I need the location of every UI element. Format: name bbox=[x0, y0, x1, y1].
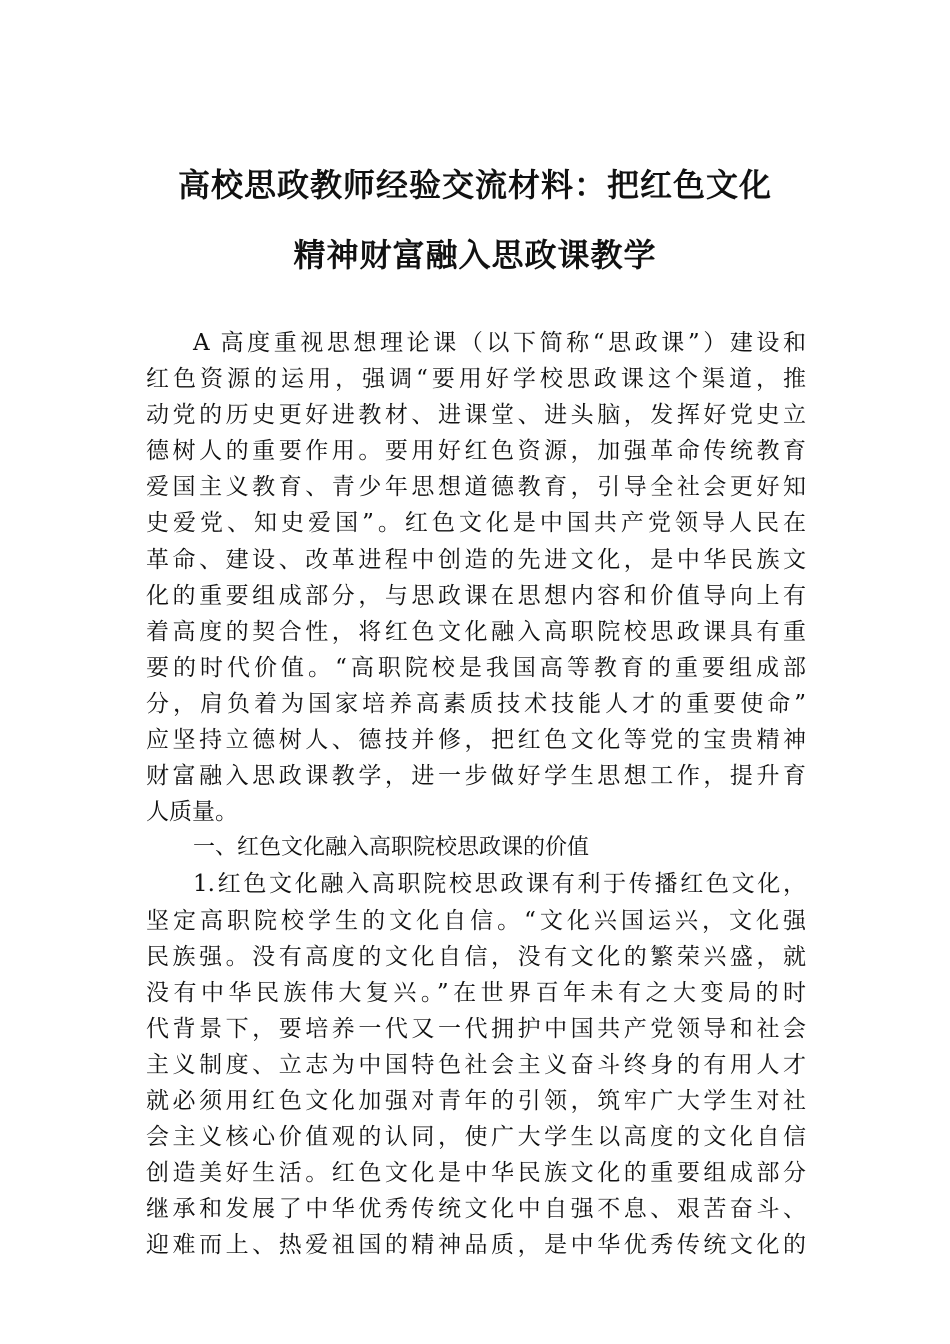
paragraph-line: 会主义核心价值观的认同，使广大学生以高度的文化自信 bbox=[146, 1124, 806, 1151]
paragraph-line: 创造美好生活。红色文化是中华民族文化的重要组成部分 bbox=[146, 1160, 806, 1187]
document-title-line-1: 高校思政教师经验交流材料：把红色文化 bbox=[177, 166, 772, 204]
paragraph-line: 德树人的重要作用。要用好红色资源，加强革命传统教育 bbox=[146, 438, 806, 465]
paragraph-line: 着高度的契合性，将红色文化融入高职院校思政课具有重 bbox=[146, 618, 806, 645]
document-title-line-2: 精神财富融入思政课教学 bbox=[293, 236, 657, 274]
paragraph-line: 动党的历史更好进教材、进课堂、进头脑，发挥好党史立 bbox=[146, 402, 806, 429]
paragraph-line: 要的时代价值。“高职院校是我国高等教育的重要组成部 bbox=[146, 654, 806, 681]
paragraph-line: 就必须用红色文化加强对青年的引领，筑牢广大学生对社 bbox=[146, 1087, 806, 1114]
paragraph-line: 爱国主义教育、青少年思想道德教育，引导全社会更好知 bbox=[146, 474, 806, 501]
section-heading: 一、红色文化融入高职院校思政课的价值 bbox=[193, 835, 590, 861]
paragraph-line: 代背景下，要培养一代又一代拥护中国共产党领导和社会 bbox=[146, 1015, 806, 1042]
paragraph-line: 主义制度、立志为中国特色社会主义奋斗终身的有用人才 bbox=[146, 1051, 806, 1078]
paragraph-line: 化的重要组成部分，与思政课在思想内容和价值导向上有 bbox=[146, 582, 806, 609]
paragraph-line: 红色资源的运用，强调“要用好学校思政课这个渠道，推 bbox=[146, 366, 806, 393]
paragraph-line: 没有中华民族伟大复兴。”在世界百年未有之大变局的时 bbox=[146, 979, 806, 1006]
paragraph-line: 革命、建设、改革进程中创造的先进文化，是中华民族文 bbox=[146, 546, 806, 573]
paragraph-line: 民族强。没有高度的文化自信，没有文化的繁荣兴盛，就 bbox=[146, 943, 806, 970]
paragraph-1 bbox=[146, 325, 806, 830]
paragraph-2 bbox=[146, 866, 806, 1263]
paragraph-line: 继承和发展了中华优秀传统文化中自强不息、艰苦奋斗、 bbox=[146, 1196, 806, 1223]
document-body bbox=[146, 325, 806, 1263]
paragraph-line: 迎难而上、热爱祖国的精神品质，是中华优秀传统文化的 bbox=[146, 1232, 806, 1259]
paragraph-line: 1.红色文化融入高职院校思政课有利于传播红色文化， bbox=[193, 871, 806, 898]
paragraph-line: 应坚持立德树人、德技并修，把红色文化等党的宝贵精神 bbox=[146, 727, 806, 754]
paragraph-line: 分，肩负着为国家培养高素质技术技能人才的重要使命” bbox=[146, 690, 806, 717]
paragraph-line: 坚定高职院校学生的文化自信。“文化兴国运兴，文化强 bbox=[146, 907, 806, 934]
paragraph-line: 财富融入思政课教学，进一步做好学生思想工作，提升育 bbox=[146, 763, 806, 790]
paragraph-line: A 高度重视思想理论课（以下简称“思政课”）建设和 bbox=[193, 330, 806, 356]
paragraph-line: 人质量。 bbox=[146, 799, 238, 826]
paragraph-line: 史爱党、知史爱国”。红色文化是中国共产党领导人民在 bbox=[146, 510, 806, 537]
